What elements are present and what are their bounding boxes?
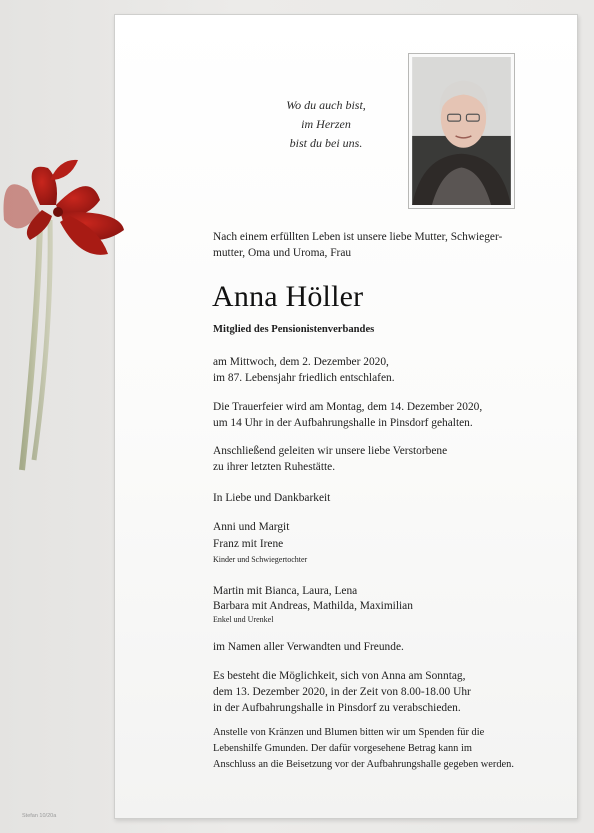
portrait-photo xyxy=(408,53,515,209)
poem xyxy=(236,96,416,153)
poem-line: bist du bei uns. xyxy=(289,136,363,150)
farewell-line: Es besteht die Möglichkeit, sich von Anna am Sonntag, xyxy=(213,670,466,682)
grandchildren-line: Martin mit Bianca, Laura, Lena xyxy=(213,585,358,597)
footer-note: Stefan 10/20a xyxy=(22,813,57,819)
death-line: im 87. Lebensjahr friedlich entschlafen. xyxy=(213,372,395,384)
death-line: am Mittwoch, dem 2. Dezember 2020, xyxy=(213,356,389,368)
children-line: Anni und Margit xyxy=(213,521,290,533)
children-line: Franz mit Irene xyxy=(213,538,284,550)
funeral-line: um 14 Uhr in der Aufbahrungshalle in Pinsdorf gehalten. xyxy=(213,417,473,429)
closing-line: In Liebe und Dankbarkeit xyxy=(213,492,331,504)
intro-line: Nach einem erfüllten Leben ist unsere liebe Mutter, Schwieger- xyxy=(213,231,503,243)
grandchildren-line: Barbara mit Andreas, Mathilda, Maximilian xyxy=(213,600,413,612)
burial-line: Anschließend geleiten wir unsere liebe Verstorbene xyxy=(213,445,448,457)
donation-line: Lebenshilfe Gmunden. Der dafür vorgesehene Betrag kann im xyxy=(213,743,472,754)
funeral-line: Die Trauerfeier wird am Montag, dem 14. Dezember 2020, xyxy=(213,401,483,413)
poem-line: Wo du auch bist, xyxy=(286,98,366,112)
poem-line: im Herzen xyxy=(301,117,351,131)
portrait-image xyxy=(412,57,511,205)
grandchildren-label: Enkel und Urenkel xyxy=(213,615,274,624)
amaryllis-flower-image xyxy=(0,150,140,480)
farewell-line: in der Aufbahrungshalle in Pinsdorf zu verabschieden. xyxy=(213,702,461,714)
deceased-name: Anna Höller xyxy=(212,280,364,313)
donation-line: Anschluss an die Beisetzung vor der Aufbahrungshalle gegeben werden. xyxy=(213,759,514,770)
intro-line: mutter, Oma und Uroma, Frau xyxy=(213,247,352,259)
children-label: Kinder und Schwiegertochter xyxy=(213,555,308,564)
membership: Mitglied des Pensionistenverbandes xyxy=(213,324,375,335)
burial-line: zu ihrer letzten Ruhestätte. xyxy=(213,461,336,473)
donation-line: Anstelle von Kränzen und Blumen bitten wir um Spenden für die xyxy=(213,727,485,738)
relatives-line: im Namen aller Verwandten und Freunde. xyxy=(213,641,404,653)
farewell-line: dem 13. Dezember 2020, in der Zeit von 8.00-18.00 Uhr xyxy=(213,686,471,698)
